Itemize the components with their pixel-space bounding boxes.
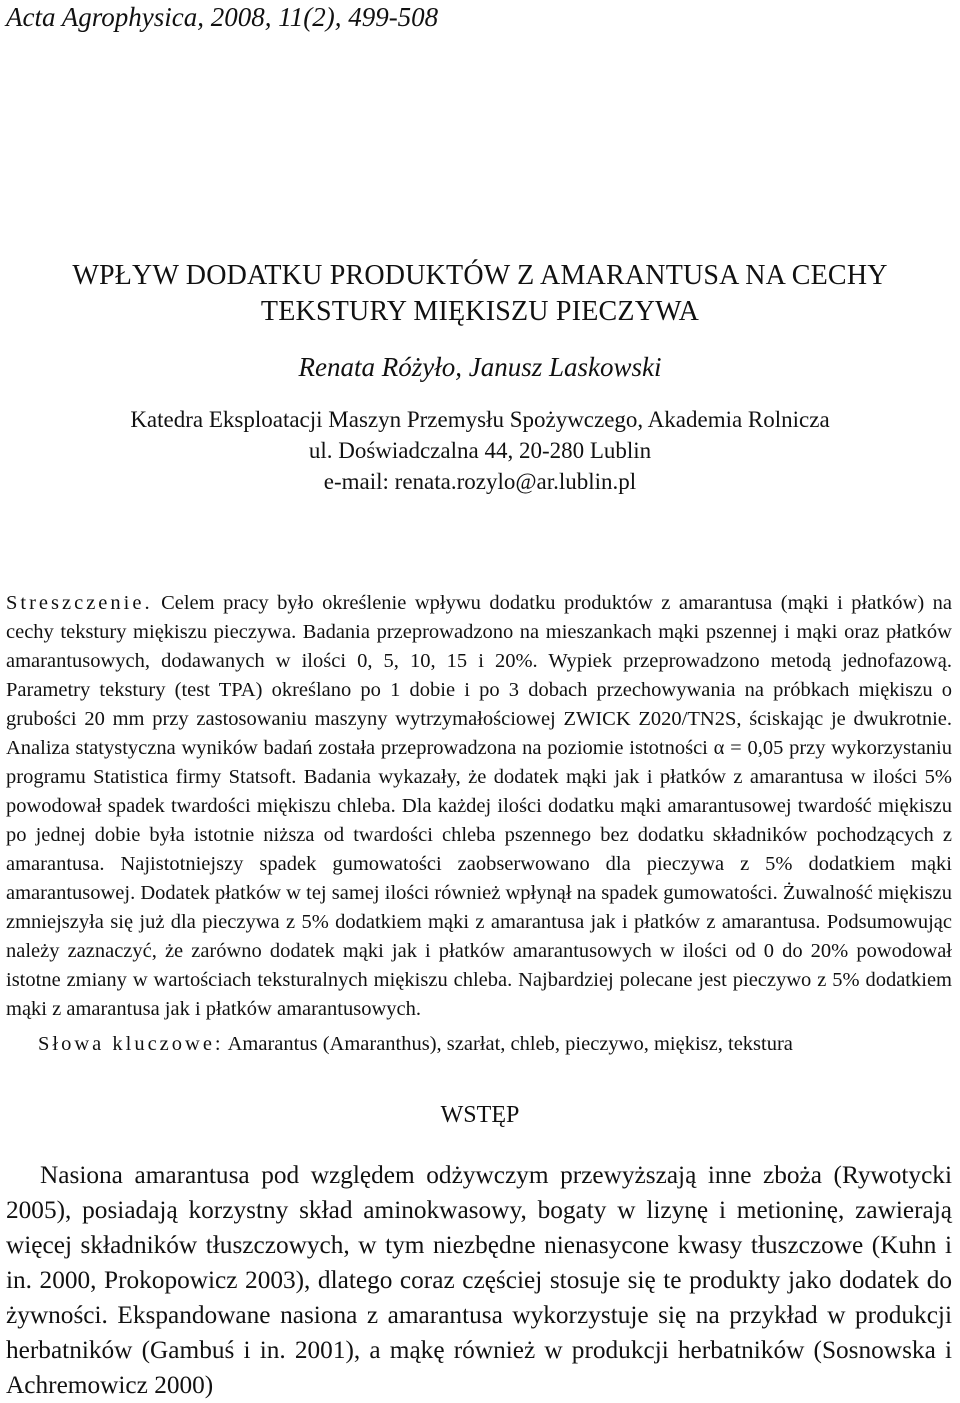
section-heading: WSTĘP — [440, 1102, 520, 1128]
paper-title — [0, 258, 960, 330]
intro-paragraph: Nasiona amarantusa pod względem odżywczym przewyższają inne zboża (Rywotycki 2005), posiadają korzystny skład aminokwasowy, bogaty w lizynę i metioninę, zawierają więcej składników tłuszczowych, w tym niezbędne nienasycone kwasy tłuszczowe (Kuhn i in. 2000, Prokopowicz 2003), dlatego coraz częściej stosuje się te produkty jako dodatek do żywności. Ekspandowane nasiona z amarantusa wykorzystuje się na przykład w produkcji herbatników (Gambuś i in. 2001), a mąkę również w produkcji herbatników (Sosnowska i Achremowicz 2000) — [6, 1161, 952, 1399]
authors: Renata Różyło, Janusz Laskowski — [298, 352, 662, 382]
affiliation — [0, 404, 960, 497]
title-line-1: WPŁYW DODATKU PRODUKTÓW Z AMARANTUSA NA CECHY — [72, 260, 888, 291]
abstract-text: Celem pracy było określenie wpływu dodatku produktów z amarantusa (mąki i płatków) na cechy tekstury miękiszu pieczywa. Badania przeprowadzono na mieszankach mąki pszennej i mąki oraz płatków amarantusowych, dodawanych w ilości 0, 5, 10, 15 i 20%. Wypiek przeprowadzono metodą jednofazową. Parametry tekstury (test TPA) określano po 1 dobie i po 3 dobach przechowywania na próbkach miękiszu o grubości 20 mm przy zastosowaniu maszyny wytrzymałościowej ZWICK Z020/TN2S, ściskając je dwukrotnie. Analiza statystyczna wyników badań została przeprowadzona na poziomie istotności α = 0,05 przy wykorzystaniu programu Statistica firmy Statsoft. Badania wykazały, że dodatek mąki jak i płatków z amarantusa w ilości 5% powodował spadek twardości miękiszu chleba. Dla każdej ilości dodatku mąki amarantusowej twardość miękiszu po jednej dobie była istotnie niższa od twardości chleba pszennego bez dodatku składników pochodzących z amarantusa. Najistotniejszy spadek gumowatości zaobserwowano dla pieczywa z 5% dodatkiem mąki amarantusowej. Dodatek płatków w tej samej ilości również wpłynął na spadek gumowatości. Żuwalność miękiszu zmniejszyła się już dla pieczywa z 5% dodatkiem mąki z amarantusa jak i płatków z amarantusa. Podsumowując należy zaznaczyć, że zarówno dodatek mąki jak i płatków amarantusowych w ilości od 0 do 20% powodował istotne zmiany w wartościach teksturalnych miękiszu chleba. Najbardziej polecane jest pieczywo z 5% dodatkiem mąki z amarantusa jak i płatków amarantusowych. — [6, 592, 953, 1020]
title-line-2: TEKSTURY MIĘKISZU PIECZYWA — [260, 296, 700, 327]
keywords — [38, 1033, 793, 1056]
keywords-label: Słowa kluczowe: — [38, 1033, 224, 1055]
affiliation-address: ul. Doświadczalna 44, 20-280 Lublin — [308, 438, 652, 463]
abstract-label: Streszczenie. — [6, 592, 153, 614]
affiliation-email: e-mail: renata.rozylo@ar.lublin.pl — [323, 469, 637, 494]
keywords-text: Amarantus (Amaranthus), szarłat, chleb, pieczywo, miękisz, tekstura — [227, 1033, 793, 1055]
abstract — [6, 589, 952, 1024]
affiliation-institution: Katedra Eksploatacji Maszyn Przemysłu Spożywczego, Akademia Rolnicza — [130, 407, 830, 432]
journal-citation: Acta Agrophysica, 2008, 11(2), 499-508 — [6, 2, 439, 32]
